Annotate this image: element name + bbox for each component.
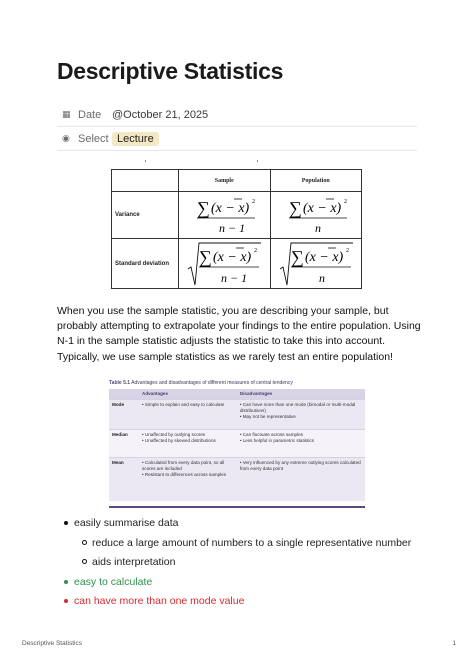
svg-text:∑: ∑ (290, 246, 304, 267)
sample-sd-formula (179, 239, 271, 289)
bullet-list (64, 516, 411, 614)
list-item: easy to calculate (64, 575, 411, 595)
svg-text:(x − x): (x − x) (304, 249, 343, 265)
row-label: Variance (112, 192, 179, 239)
table-row: Mean • Calculated from every data point, so all scores are included • Resistant to differences across samples • Very influenced by any extreme outlying scores calculated from every data point (109, 457, 365, 501)
property-select[interactable] (57, 127, 417, 151)
svg-text:2: 2 (345, 247, 349, 254)
table-header: Sample (179, 170, 271, 192)
list-item: easily summarise data (64, 516, 411, 536)
select-icon: ◉ (62, 133, 70, 143)
svg-text:(x − x): (x − x) (213, 249, 252, 265)
page-footer (22, 640, 456, 647)
property-value: @October 21, 2025 (112, 108, 209, 121)
list-item: reduce a large amount of numbers to a single representative number (64, 536, 411, 556)
formula-table-image (111, 169, 362, 289)
image-crop-marks (145, 160, 265, 164)
sample-denominator: n − 1 (221, 270, 248, 285)
row-label: Standard deviation (112, 239, 179, 289)
sample-denominator: n − 1 (219, 221, 246, 235)
property-date[interactable] (57, 103, 417, 127)
page-title: Descriptive Statistics (57, 58, 284, 84)
population-sd-formula (270, 239, 362, 289)
svg-text:(x − x): (x − x) (302, 201, 341, 216)
svg-text:∑: ∑ (288, 198, 302, 218)
svg-text:∑: ∑ (197, 198, 211, 218)
table-row: Mode • Simple to explain and easy to calculate • Can have more than one mode (bimodal or multi-modal distributions) • May not be representative (109, 399, 365, 429)
select-tag[interactable]: Lecture (112, 132, 159, 146)
table-caption: Table 5.1 Advantages and disadvantages of different measures of central tendency (109, 380, 293, 386)
svg-text:(x − x): (x − x) (211, 201, 250, 216)
properties (57, 103, 417, 151)
table-row: Median • Unaffected by outlying scores • Unaffected by skewed distributions • Can fluctuate across samples • Less helpful in parametric statistics (109, 429, 365, 457)
svg-text:2: 2 (252, 199, 256, 205)
table-header: Advantages (139, 389, 237, 399)
svg-text:2: 2 (343, 199, 347, 205)
property-key: Select (78, 132, 109, 145)
population-denominator: n (314, 221, 321, 235)
table-header: Disadvantages (237, 389, 365, 399)
central-tendency-table-image (109, 380, 365, 508)
svg-text:2: 2 (254, 247, 258, 254)
page-number: 1 (452, 640, 456, 647)
sample-variance-formula (179, 192, 271, 239)
table-header (112, 170, 179, 192)
body-paragraph: When you use the sample statistic, you are describing your sample, but probably attempting to extrapolate your findings to the entire population. Using N-1 in the sample statistic adjusts the statistic to take this into account. Typically, we use sample statistics as we rarely test an entire population! (57, 305, 421, 363)
property-key: Date (78, 108, 102, 121)
list-item: can have more than one mode value (64, 594, 411, 614)
population-variance-formula (270, 192, 362, 239)
table-header (109, 389, 139, 399)
list-item: aids interpretation (64, 555, 411, 575)
calendar-icon: ▦ (62, 109, 71, 119)
svg-text:∑: ∑ (199, 246, 213, 267)
footer-title: Descriptive Statistics (22, 640, 82, 647)
population-denominator: n (318, 270, 325, 285)
table-header: Population (270, 170, 362, 192)
